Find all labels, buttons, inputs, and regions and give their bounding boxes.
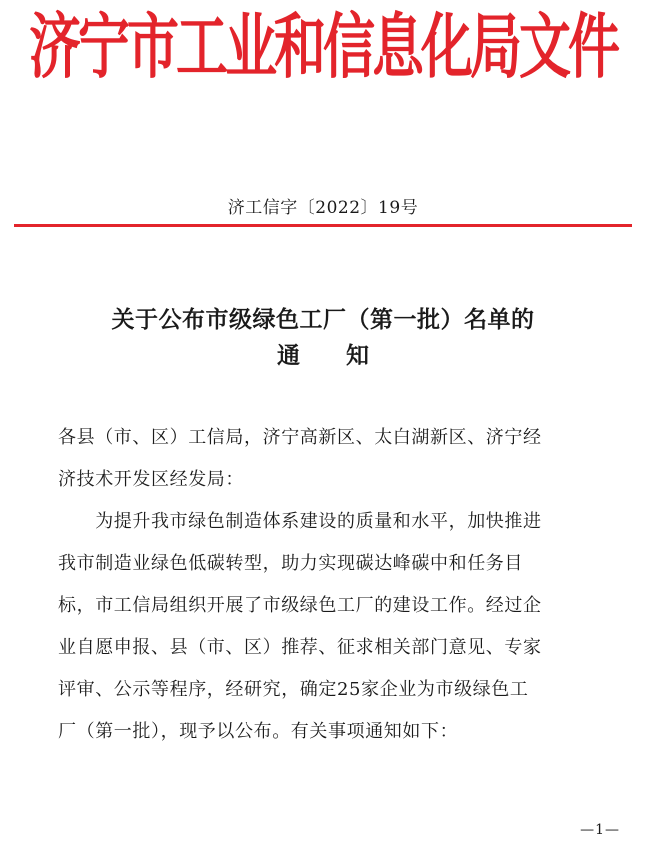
title-char-zhi: 知: [346, 342, 369, 369]
document-title-line-1: 关于公布市级绿色工厂（第一批）名单的: [111, 306, 535, 333]
document-masthead: 济宁市工业和信息化局文件: [28, 6, 617, 89]
body-line: 为提升我市绿色制造体系建设的质量和水平，加快推进: [58, 511, 542, 532]
body-line: 厂（第一批），现予以公布。有关事项通知如下：: [58, 721, 459, 742]
recipient-line-1: 各县（市、区）工信局，济宁高新区、太白湖新区、济宁经: [58, 427, 542, 448]
recipient-line-2: 济技术开发区经发局：: [58, 469, 244, 490]
document-title-line-2: [0, 339, 646, 373]
body-line: 我市制造业绿色低碳转型，助力实现碳达峰碳中和任务目: [58, 553, 523, 574]
red-separator-line: [14, 224, 632, 227]
body-line: 业自愿申报、县（市、区）推荐、征求相关部门意见、专家: [58, 637, 542, 658]
title-char-tong: 通: [277, 342, 300, 369]
page-number: —1—: [580, 822, 620, 838]
body-line: 评审、公示等程序，经研究，确定25家企业为市级绿色工: [58, 679, 529, 700]
document-number: 济工信字〔2022〕19号: [227, 198, 419, 218]
body-line: 标，市工信局组织开展了市级绿色工厂的建设工作。经过企: [58, 595, 542, 616]
